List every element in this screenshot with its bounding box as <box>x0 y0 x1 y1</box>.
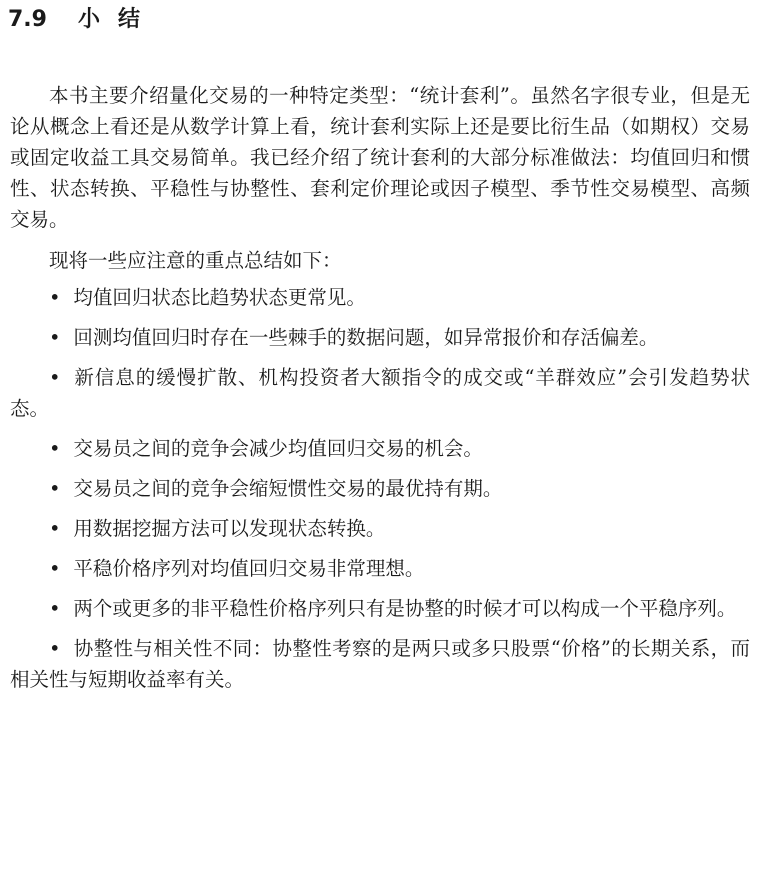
summary-bullet-item <box>10 282 750 313</box>
bullet-text: 回测均值回归时存在一些棘手的数据问题，如异常报价和存活偏差。 <box>73 326 659 349</box>
summary-bullet-item <box>10 633 750 695</box>
summary-bullet-item <box>10 322 750 353</box>
bullet-icon: • <box>49 637 61 660</box>
bullet-icon: • <box>49 477 61 500</box>
body-text <box>10 80 750 704</box>
summary-bullet-item <box>10 433 750 464</box>
bullet-icon: • <box>49 366 61 389</box>
section-heading <box>8 2 158 38</box>
section-number: 7.9 <box>8 7 47 32</box>
bullet-text: 交易员之间的竞争会减少均值回归交易的机会。 <box>73 437 483 460</box>
summary-lead-in: 现将一些应注意的重点总结如下： <box>49 249 342 272</box>
bullet-text: 均值回归状态比趋势状态更常见。 <box>73 286 366 309</box>
summary-bullet-item <box>10 553 750 584</box>
bullet-icon: • <box>49 517 61 540</box>
summary-bullet-item <box>10 513 750 544</box>
bullet-icon: • <box>49 597 61 620</box>
bullet-text: 交易员之间的竞争会缩短惯性交易的最优持有期。 <box>73 477 503 500</box>
summary-bullet-item <box>10 593 750 624</box>
bullet-text: 新信息的缓慢扩散、机构投资者大额指令的成交或“羊群效应”会引发趋势状态。 <box>10 366 750 420</box>
bullet-text: 用数据挖掘方法可以发现状态转换。 <box>73 517 386 540</box>
bullet-text: 两个或更多的非平稳性价格序列只有是协整的时候才可以构成一个平稳序列。 <box>73 597 737 620</box>
bullet-text: 协整性与相关性不同：协整性考察的是两只或多只股票“价格”的长期关系，而相关性与短期收益率有关。 <box>10 637 750 691</box>
bullet-icon: • <box>49 286 61 309</box>
summary-bullet-item <box>10 362 750 424</box>
bullet-text: 平稳价格序列对均值回归交易非常理想。 <box>73 557 425 580</box>
intro-paragraph: 本书主要介绍量化交易的一种特定类型：“统计套利”。虽然名字很专业，但是无论从概念上看还是从数学计算上看，统计套利实际上还是要比衍生品（如期权）交易或固定收益工具交易简单。我已经介绍了统计套利的大部分标准做法：均值回归和惯性、状态转换、平稳性与协整性、套利定价理论或因子模型、季节性交易模型、高频交易。 <box>10 84 750 231</box>
summary-bullet-list <box>10 282 750 695</box>
bullet-icon: • <box>49 557 61 580</box>
bullet-icon: • <box>49 326 61 349</box>
bullet-icon: • <box>49 437 61 460</box>
summary-bullet-item <box>10 473 750 504</box>
section-title: 小结 <box>78 7 159 32</box>
